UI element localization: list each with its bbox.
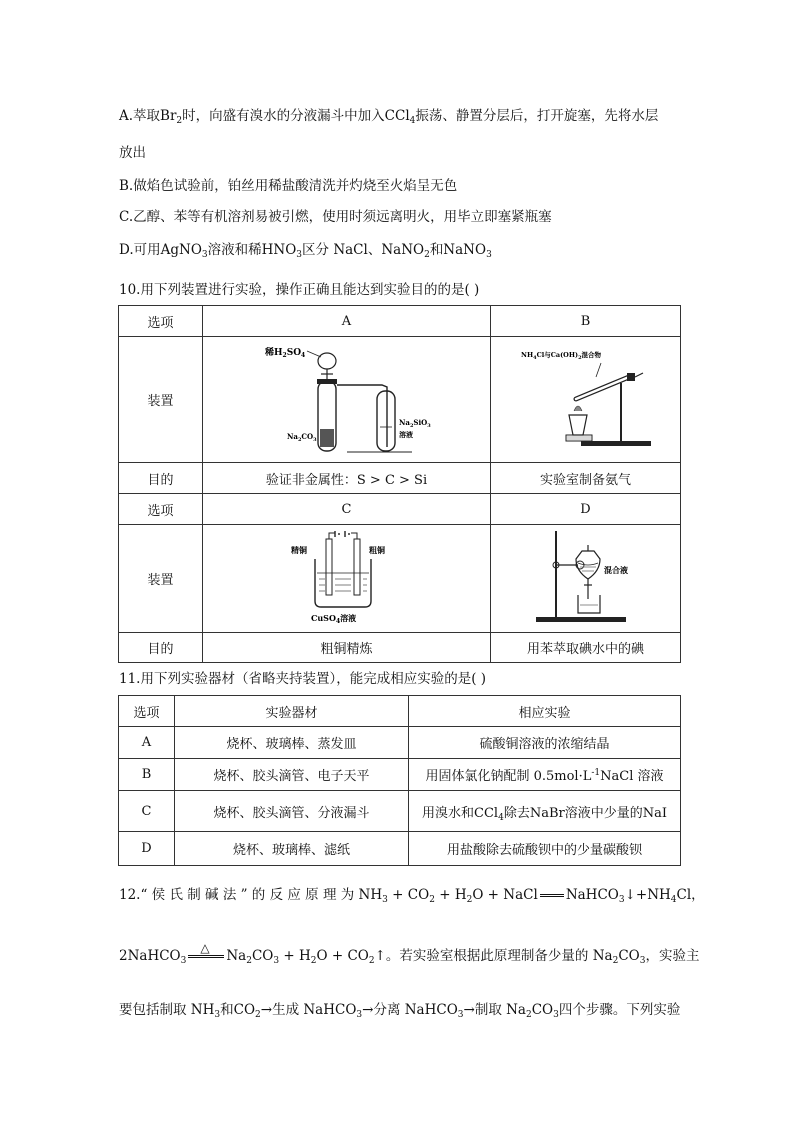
q10-table [118,305,681,663]
apparatus-a [203,337,491,463]
svg-text:粗铜: 粗铜 [368,544,385,555]
svg-text:溶液: 溶液 [398,429,413,439]
svg-text:混合液: 混合液 [603,564,628,575]
q11-opt: C [119,791,175,832]
separatory-funnel-icon [516,527,656,627]
q10-col-b: B [491,306,681,337]
q9-option-d: D.可用AgNO$_3$溶液和稀$HNO_3$区分 NaCl、NaNO$_2$和NaNO$_3$ [119,242,492,260]
q10-row-device-2: 装置 [119,525,203,633]
q11-exp: 用固体氯化钠配制 $0.5mol\cdot L^{-1}NaCl$ 溶液 [409,759,681,791]
table-row [119,759,681,791]
q9-option-b: B.做焰色试验前，铂丝用稀盐酸清洗并灼烧至火焰呈无色 [119,178,458,194]
q10-purpose-c: 粗铜精炼 [203,633,491,663]
q9-option-a-line2: 放出 [119,145,146,161]
q12-line1: 12.“ 侯 氏 制 碱 法 ” 的 反 应 原 理 为 $NH_3 + CO_2 + H_2O$ + NaCl $NaHCO_3↓+NH_4Cl$， [119,887,705,905]
q11-header-exp: 相应实验 [409,696,681,727]
ammonia-apparatus-icon [511,343,661,453]
q11-opt: D [119,832,175,866]
apparatus-d [491,525,681,633]
svg-text:精铜: 精铜 [290,544,307,555]
q10-header-option-2: 选项 [119,494,203,525]
q10-header-option: 选项 [119,306,203,337]
table-row [119,791,681,832]
q10-col-c: C [203,494,491,525]
electrolysis-cell-icon [277,527,417,627]
q11-header-option: 选项 [119,696,175,727]
q11-opt: B [119,759,175,791]
q11-exp: 硫酸铜溶液的浓缩结晶 [409,727,681,759]
q11-tools: 烧杯、胶头滴管、分液漏斗 [175,791,409,832]
q11-table [118,695,681,866]
q12-line2: 2NaHCO$_3$ △ $Na_2CO_3 + H_2O$ + $CO_2↑$。若实验室根据此原理制备少量的 $Na_2CO_3$，实验主 [119,946,699,966]
table-row [119,832,681,866]
svg-text:Na2CO3: $Na_2CO_3$ [286,431,317,443]
q10-purpose-a: 验证非金属性：S > C > Si [203,463,491,494]
q9-option-c: C.乙醇、苯等有机溶剂易被引燃，使用时须远离明火，用毕立即塞紧瓶塞 [119,209,552,225]
table-row [119,727,681,759]
q11-opt: A [119,727,175,759]
q10-purpose-d: 用苯萃取碘水中的碘 [491,633,681,663]
q12-line3: 要包括制取 $NH_3$和$CO_2\to$生成 NaHCO$_3$→分离 NaHCO$_3$→制取 $Na_2CO_3$四个步骤。下列实验 [119,1002,681,1020]
q11-header-tools: 实验器材 [175,696,409,727]
svg-text:稀H2SO4: 稀$H_2SO_4$ [264,347,305,359]
q10-purpose-b: 实验室制备氨气 [491,463,681,494]
q10-row-purpose-1: 目的 [119,463,203,494]
q10-stem: 10.用下列装置进行实验，操作正确且能达到实验目的的是( ) [119,282,480,298]
svg-text:NH4Cl与Ca(OH)2混合物: $NH_4Cl$与$Ca(OH)_2$混合物 [520,350,601,361]
apparatus-c [203,525,491,633]
q10-col-d: D [491,494,681,525]
svg-text:Na2SiO3: $Na_2SiO_3$ [398,417,431,429]
q9-option-a-line1: A.萃取$Br_2$时，向盛有溴水的分液漏斗中加入CCl$_4$振荡、静置分层后，打开旋塞，先将水层 [119,108,659,126]
q11-exp: 用溴水和CCl$_4$除去NaBr溶液中少量的NaI [409,791,681,832]
q11-stem: 11.用下列实验器材（省略夹持装置），能完成相应实验的是( ) [119,671,487,687]
q10-row-purpose-2: 目的 [119,633,203,663]
gas-generation-apparatus-icon [237,339,457,457]
svg-text:CuSO4溶液: CuSO$_4$溶液 [310,612,356,625]
heat-symbol: △ [200,941,210,955]
q11-tools: 烧杯、胶头滴管、电子天平 [175,759,409,791]
q10-col-a: A [203,306,491,337]
apparatus-b [491,337,681,463]
q11-tools: 烧杯、玻璃棒、滤纸 [175,832,409,866]
q11-exp: 用盐酸除去硫酸钡中的少量碳酸钡 [409,832,681,866]
q10-row-device-1: 装置 [119,337,203,463]
q11-tools: 烧杯、玻璃棒、蒸发皿 [175,727,409,759]
